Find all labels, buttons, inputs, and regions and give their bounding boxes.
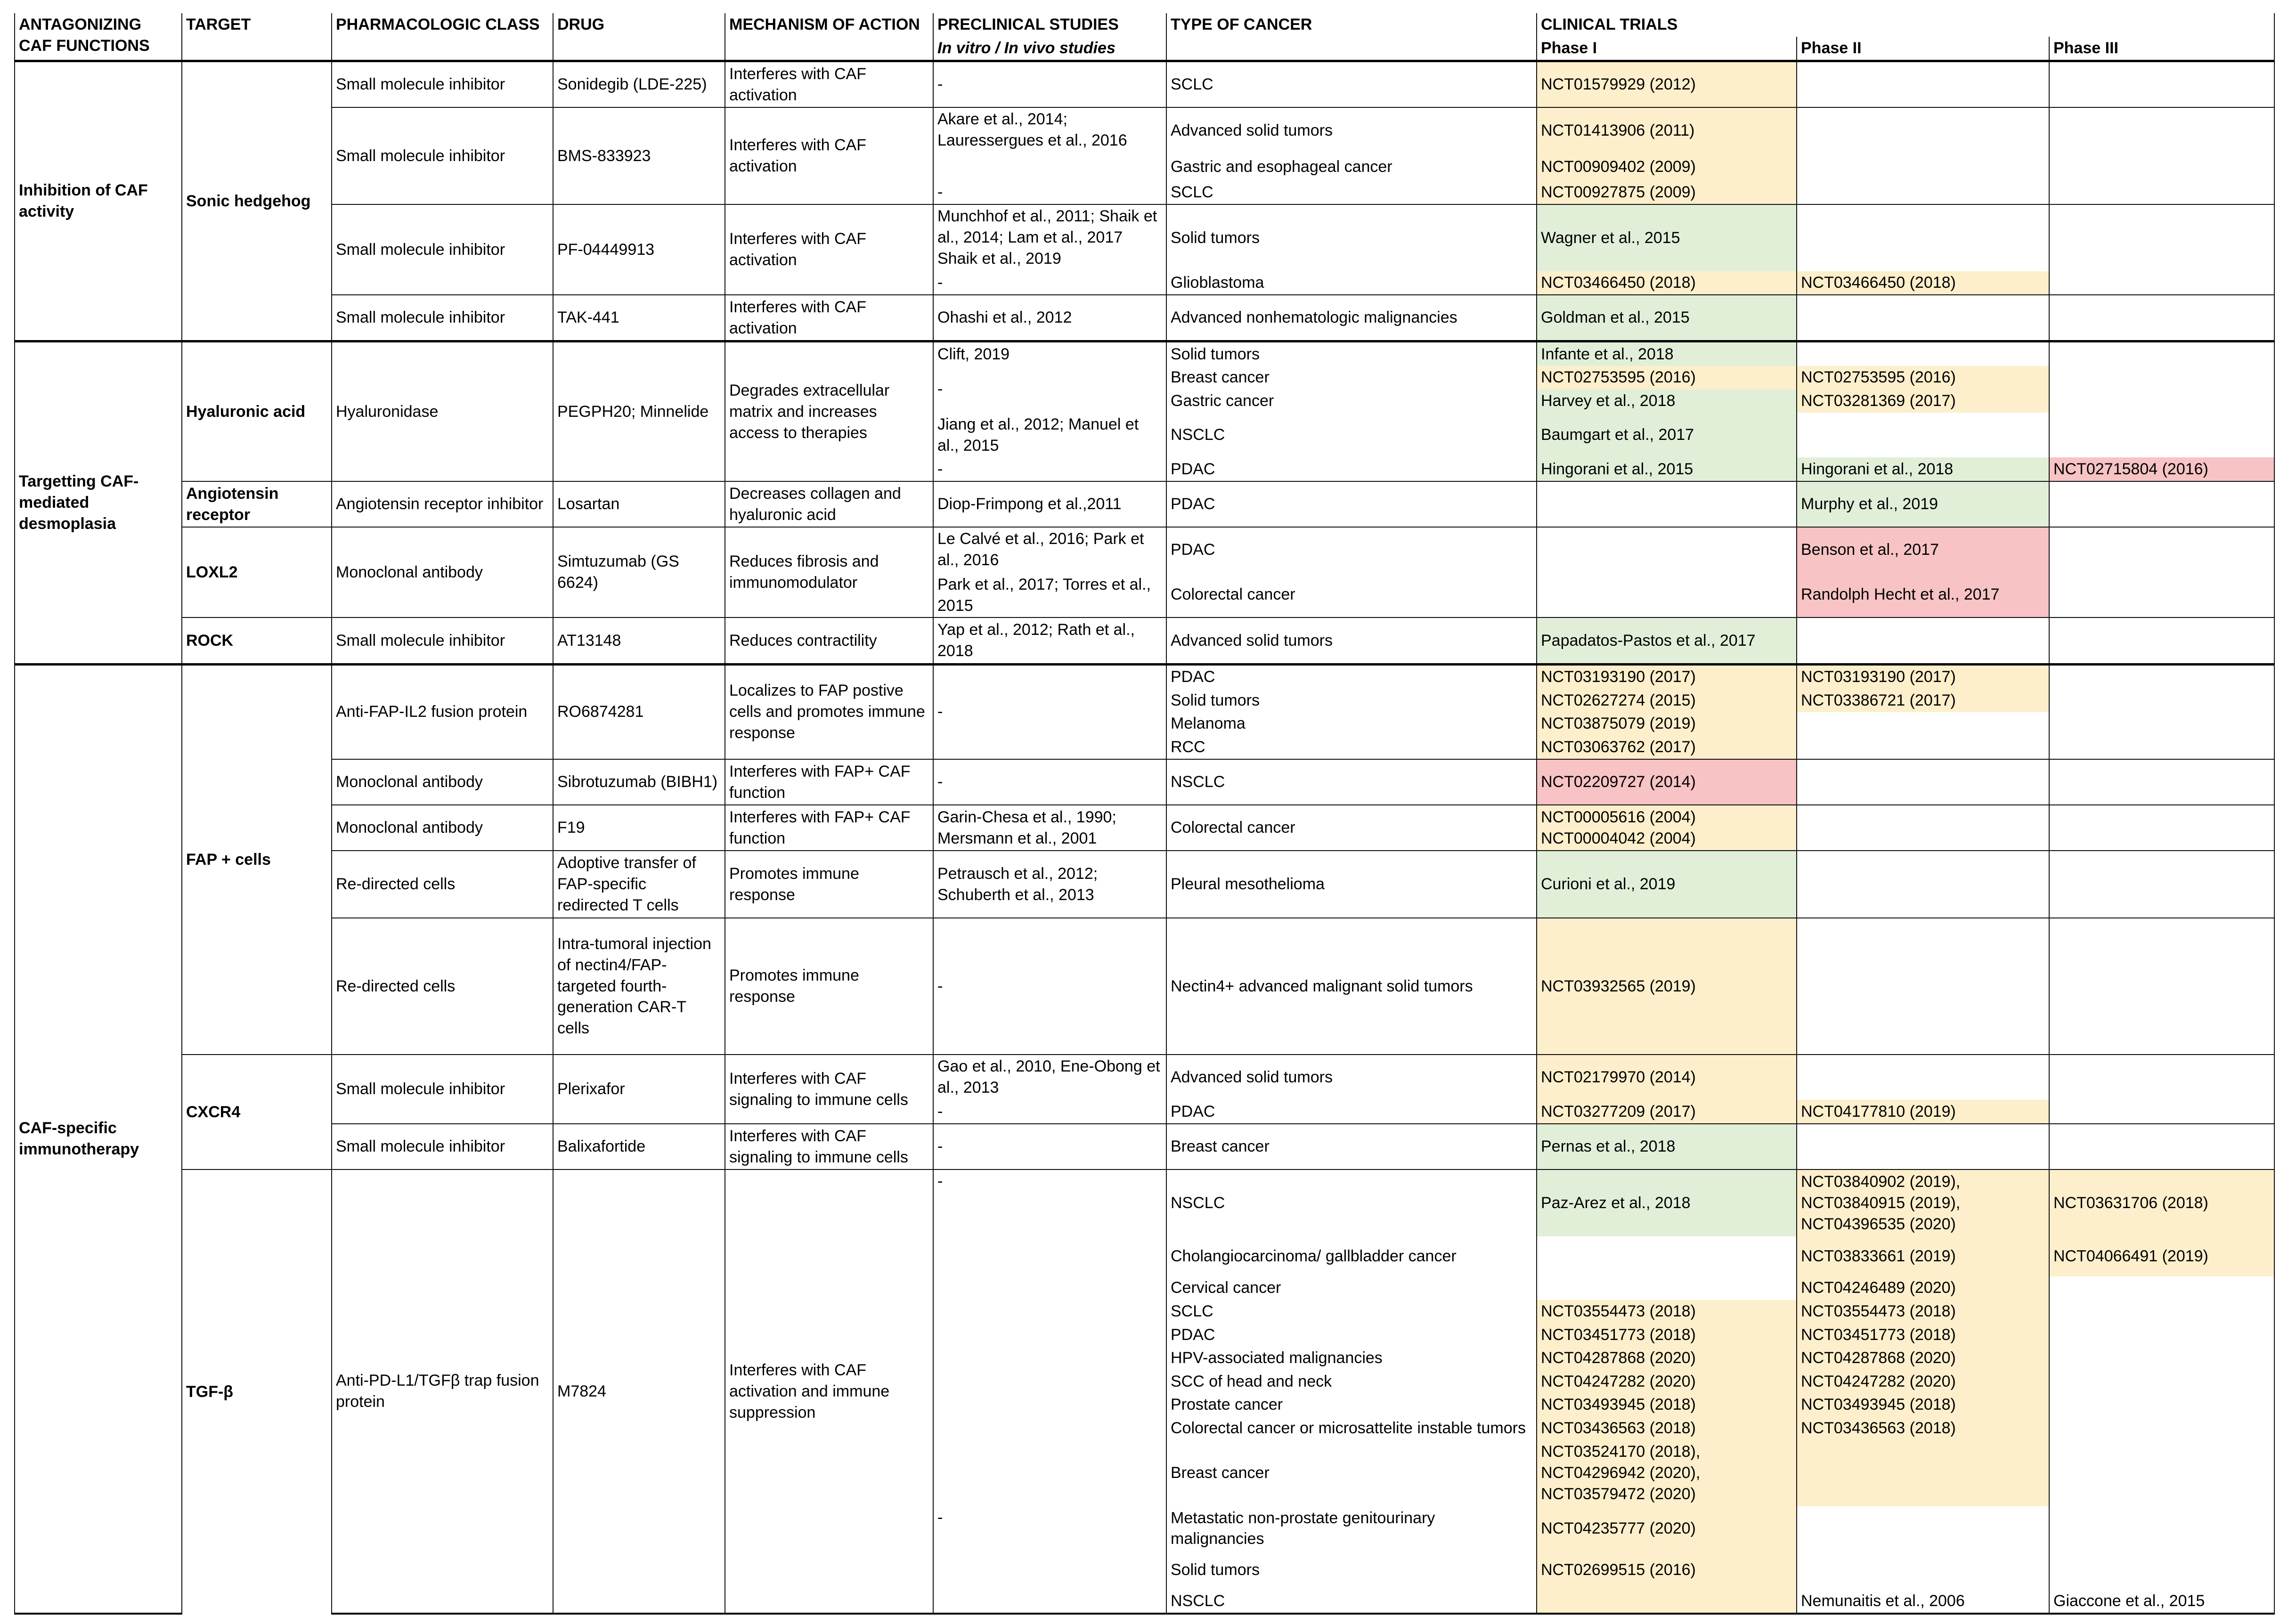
phase-2-cell (1797, 341, 2049, 366)
cancer-type-cell: PDAC (1166, 1100, 1537, 1124)
table-row (15, 664, 2274, 689)
target-cell: Angiotensin receptor (182, 481, 332, 527)
preclinical-cell (933, 1551, 1166, 1614)
mechanism-cell: Interferes with CAF activation (725, 61, 933, 108)
phase-2-cell (1797, 735, 2049, 759)
phase-2-cell (1797, 1440, 2049, 1506)
phase-2-cell (1797, 851, 2049, 918)
phase-2-cell (1797, 1124, 2049, 1169)
phase-1-cell: NCT02209727 (2014) (1537, 759, 1797, 805)
preclinical-cell: Le Calvé et al., 2016; Park et al., 2016 (933, 527, 1166, 572)
preclinical-cell: Munchhof et al., 2011; Shaik et al., 2014; Lam et al., 2017 Shaik et al., 2019 (933, 204, 1166, 271)
phase-1-cell (1537, 481, 1797, 527)
preclinical-cell: - (933, 366, 1166, 413)
drug-cell: Sonidegib (LDE-225) (553, 61, 725, 108)
phase-2-cell: Murphy et al., 2019 (1797, 481, 2049, 527)
phase-3-cell (2049, 204, 2274, 271)
cancer-type-cell: NSCLC (1166, 1589, 1537, 1614)
drug-cell: Sibrotuzumab (BIBH1) (553, 759, 725, 805)
cancer-type-cell: SCC of head and neck (1166, 1370, 1537, 1393)
pharmacologic-class-cell: Re-directed cells (332, 918, 553, 1055)
table-row (15, 918, 2274, 1055)
pharmacologic-class-cell: Small molecule inhibitor (332, 295, 553, 341)
phase-3-cell (2049, 527, 2274, 572)
cancer-type-cell: Nectin4+ advanced malignant solid tumors (1166, 918, 1537, 1055)
cancer-type-cell: Colorectal cancer (1166, 805, 1537, 851)
preclinical-cell: - (933, 271, 1166, 295)
cancer-type-cell: Pleural mesothelioma (1166, 851, 1537, 918)
drug-cell: M7824 (553, 1169, 725, 1614)
phase-2-cell: Benson et al., 2017 (1797, 527, 2049, 572)
mechanism-cell: Interferes with CAF signaling to immune cells (725, 1124, 933, 1169)
cancer-type-cell: Solid tumors (1166, 1551, 1537, 1589)
table-row (15, 61, 2274, 108)
table-row (15, 805, 2274, 851)
cancer-type-cell: Colorectal cancer or microsattelite instable tumors (1166, 1417, 1537, 1440)
preclinical-cell: Jiang et al., 2012; Manuel et al., 2015 (933, 413, 1166, 457)
pharmacologic-class-cell: Re-directed cells (332, 851, 553, 918)
phase-3-cell (2049, 918, 2274, 1055)
cancer-type-cell: SCLC (1166, 61, 1537, 108)
phase-3-cell (2049, 107, 2274, 153)
table-row (15, 204, 2274, 271)
phase-3-cell (2049, 1440, 2274, 1506)
phase-1-cell: NCT04247282 (2020) (1537, 1370, 1797, 1393)
phase-3-cell (2049, 271, 2274, 295)
phase-1-cell (1537, 527, 1797, 572)
phase-2-cell (1797, 180, 2049, 204)
header-mechanism: MECHANISM OF ACTION (725, 13, 933, 61)
preclinical-cell: Petrausch et al., 2012; Schuberth et al., 2013 (933, 851, 1166, 918)
phase-2-cell: Hingorani et al., 2018 (1797, 457, 2049, 481)
table-row (15, 1169, 2274, 1236)
phase-2-cell: NCT03281369 (2017) (1797, 390, 2049, 413)
phase-3-cell: NCT03631706 (2018) (2049, 1169, 2274, 1236)
table-row (15, 295, 2274, 341)
phase-3-cell (2049, 1323, 2274, 1347)
header-phase-1: Phase I (1537, 37, 1797, 61)
preclinical-cell: Park et al., 2017; Torres et al., 2015 (933, 572, 1166, 617)
phase-1-cell: NCT03524170 (2018), NCT04296942 (2020), NCT03579472 (2020) (1537, 1440, 1797, 1506)
pharmacologic-class-cell: Monoclonal antibody (332, 527, 553, 617)
phase-2-cell: NCT04246489 (2020) (1797, 1276, 2049, 1300)
phase-3-cell (2049, 1276, 2274, 1300)
table-row (15, 107, 2274, 153)
phase-1-cell: Infante et al., 2018 (1537, 341, 1797, 366)
pharmacologic-class-cell: Anti-FAP-IL2 fusion protein (332, 664, 553, 759)
phase-3-cell (2049, 712, 2274, 736)
preclinical-cell: - (933, 759, 1166, 805)
phase-2-cell (1797, 61, 2049, 108)
phase-2-cell (1797, 1055, 2049, 1100)
cancer-type-cell: PDAC (1166, 457, 1537, 481)
phase-1-cell: Baumgart et al., 2017 (1537, 413, 1797, 457)
phase-2-cell (1797, 712, 2049, 736)
header-clinical-trials: CLINICAL TRIALS (1537, 13, 2274, 37)
phase-1-cell: NCT03063762 (2017) (1537, 735, 1797, 759)
phase-2-cell: NCT04287868 (2020) (1797, 1347, 2049, 1370)
pharmacologic-class-cell: Small molecule inhibitor (332, 107, 553, 204)
target-cell: ROCK (182, 617, 332, 664)
cancer-type-cell: Solid tumors (1166, 689, 1537, 712)
mechanism-cell: Interferes with CAF activation (725, 295, 933, 341)
header-cancer-type: TYPE OF CANCER (1166, 13, 1537, 61)
drug-cell: Simtuzumab (GS 6624) (553, 527, 725, 617)
cancer-type-cell: Breast cancer (1166, 1124, 1537, 1169)
phase-3-cell (2049, 1370, 2274, 1393)
preclinical-cell: Yap et al., 2012; Rath et al., 2018 (933, 617, 1166, 664)
cancer-type-cell: Colorectal cancer (1166, 572, 1537, 617)
table-row (15, 527, 2274, 572)
phase-3-cell (2049, 1417, 2274, 1440)
mechanism-cell: Interferes with CAF activation and immune suppression (725, 1169, 933, 1614)
preclinical-cell: - (933, 1169, 1166, 1506)
header-preclinical-sub: In vitro / In vivo studies (933, 37, 1166, 61)
cancer-type-cell: Metastatic non-prostate genitourinary malignancies (1166, 1506, 1537, 1551)
phase-1-cell: NCT03466450 (2018) (1537, 271, 1797, 295)
phase-2-cell (1797, 759, 2049, 805)
target-cell: Hyaluronic acid (182, 341, 332, 481)
phase-3-cell: NCT02715804 (2016) (2049, 457, 2274, 481)
preclinical-cell: - (933, 1124, 1166, 1169)
mechanism-cell: Interferes with CAF signaling to immune cells (725, 1055, 933, 1124)
cancer-type-cell: NSCLC (1166, 1169, 1537, 1236)
preclinical-cell: - (933, 664, 1166, 759)
phase-3-cell (2049, 481, 2274, 527)
drug-cell: Intra-tumoral injection of nectin4/FAP-targeted fourth-generation CAR-T cells (553, 918, 725, 1055)
cancer-type-cell: Advanced solid tumors (1166, 107, 1537, 153)
phase-2-cell: NCT04247282 (2020) (1797, 1370, 2049, 1393)
cancer-type-cell: NSCLC (1166, 413, 1537, 457)
table-row (15, 1124, 2274, 1169)
cancer-type-cell: Gastric and esophageal cancer (1166, 153, 1537, 181)
cancer-type-cell: PDAC (1166, 527, 1537, 572)
phase-3-cell (2049, 1100, 2274, 1124)
phase-1-cell: NCT00927875 (2009) (1537, 180, 1797, 204)
mechanism-cell: Interferes with FAP+ CAF function (725, 759, 933, 805)
preclinical-cell: Akare et al., 2014; Lauressergues et al., 2016 (933, 107, 1166, 153)
phase-1-cell (1537, 1236, 1797, 1276)
mechanism-cell: Interferes with CAF activation (725, 107, 933, 204)
phase-3-cell (2049, 851, 2274, 918)
phase-3-cell: NCT04066491 (2019) (2049, 1236, 2274, 1276)
drug-cell: RO6874281 (553, 664, 725, 759)
phase-2-cell (1797, 107, 2049, 153)
phase-2-cell: NCT04177810 (2019) (1797, 1100, 2049, 1124)
cancer-type-cell: Cervical cancer (1166, 1276, 1537, 1300)
phase-1-cell: NCT03436563 (2018) (1537, 1417, 1797, 1440)
phase-1-cell: NCT02699515 (2016) (1537, 1551, 1797, 1589)
target-cell: TGF-β (182, 1169, 332, 1614)
phase-1-cell (1537, 1276, 1797, 1300)
pharmacologic-class-cell: Small molecule inhibitor (332, 1055, 553, 1124)
phase-3-cell (2049, 1506, 2274, 1551)
cancer-type-cell: SCLC (1166, 180, 1537, 204)
phase-1-cell: Goldman et al., 2015 (1537, 295, 1797, 341)
phase-1-cell: Pernas et al., 2018 (1537, 1124, 1797, 1169)
cancer-type-cell: PDAC (1166, 481, 1537, 527)
preclinical-cell: - (933, 153, 1166, 204)
mechanism-cell: Decreases collagen and hyaluronic acid (725, 481, 933, 527)
cancer-type-cell: Breast cancer (1166, 1440, 1537, 1506)
target-cell: CXCR4 (182, 1055, 332, 1169)
cancer-type-cell: Glioblastoma (1166, 271, 1537, 295)
preclinical-cell: - (933, 1100, 1166, 1124)
phase-3-cell (2049, 689, 2274, 712)
phase-3-cell (2049, 1055, 2274, 1100)
phase-2-cell (1797, 413, 2049, 457)
pharmacologic-class-cell: Anti-PD-L1/TGFβ trap fusion protein (332, 1169, 553, 1614)
preclinical-cell: Ohashi et al., 2012 (933, 295, 1166, 341)
cancer-type-cell: Advanced nonhematologic malignancies (1166, 295, 1537, 341)
phase-1-cell: NCT01413906 (2011) (1537, 107, 1797, 153)
phase-2-cell: NCT03193190 (2017) (1797, 664, 2049, 689)
phase-1-cell: Curioni et al., 2019 (1537, 851, 1797, 918)
phase-3-cell (2049, 1347, 2274, 1370)
phase-2-cell: NCT03451773 (2018) (1797, 1323, 2049, 1347)
phase-3-cell (2049, 295, 2274, 341)
drug-cell: PEGPH20; Minnelide (553, 341, 725, 481)
cancer-type-cell: NSCLC (1166, 759, 1537, 805)
header-preclinical: PRECLINICAL STUDIES (933, 13, 1166, 37)
phase-2-cell: NCT03436563 (2018) (1797, 1417, 2049, 1440)
header-pharmacologic-class: PHARMACOLOGIC CLASS (332, 13, 553, 61)
phase-1-cell: NCT01579929 (2012) (1537, 61, 1797, 108)
target-cell: Sonic hedgehog (182, 61, 332, 341)
phase-3-cell (2049, 1300, 2274, 1324)
drug-cell: PF-04449913 (553, 204, 725, 295)
phase-1-cell: NCT03493945 (2018) (1537, 1393, 1797, 1417)
phase-1-cell: Hingorani et al., 2015 (1537, 457, 1797, 481)
cancer-type-cell: RCC (1166, 735, 1537, 759)
function-cell: CAF-specific immunotherapy (15, 664, 182, 1614)
phase-3-cell (2049, 153, 2274, 181)
phase-3-cell (2049, 664, 2274, 689)
phase-1-cell: Harvey et al., 2018 (1537, 390, 1797, 413)
phase-2-cell: NCT03466450 (2018) (1797, 271, 2049, 295)
phase-1-cell: Papadatos-Pastos et al., 2017 (1537, 617, 1797, 664)
phase-1-cell: NCT00005616 (2004) NCT00004042 (2004) (1537, 805, 1797, 851)
phase-2-cell (1797, 617, 2049, 664)
phase-1-cell (1537, 572, 1797, 617)
phase-3-cell (2049, 366, 2274, 390)
cancer-type-cell: Prostate cancer (1166, 1393, 1537, 1417)
pharmacologic-class-cell: Small molecule inhibitor (332, 617, 553, 664)
pharmacologic-class-cell: Monoclonal antibody (332, 805, 553, 851)
phase-2-cell: NCT02753595 (2016) (1797, 366, 2049, 390)
phase-1-cell: NCT04287868 (2020) (1537, 1347, 1797, 1370)
cancer-type-cell: Solid tumors (1166, 341, 1537, 366)
function-cell: Inhibition of CAF activity (15, 61, 182, 341)
drug-cell: Plerixafor (553, 1055, 725, 1124)
phase-3-cell (2049, 805, 2274, 851)
cancer-type-cell: Advanced solid tumors (1166, 1055, 1537, 1100)
phase-1-cell: NCT03451773 (2018) (1537, 1323, 1797, 1347)
phase-2-cell: NCT03840902 (2019), NCT03840915 (2019), NCT04396535 (2020) (1797, 1169, 2049, 1236)
phase-1-cell: NCT04235777 (2020) (1537, 1506, 1797, 1551)
header-drug: DRUG (553, 13, 725, 61)
phase-1-cell: NCT03875079 (2019) (1537, 712, 1797, 736)
cancer-type-cell: Breast cancer (1166, 366, 1537, 390)
phase-2-cell: Randolph Hecht et al., 2017 (1797, 572, 2049, 617)
phase-3-cell (2049, 617, 2274, 664)
header-phase-3: Phase III (2049, 37, 2274, 61)
phase-1-cell: NCT02627274 (2015) (1537, 689, 1797, 712)
phase-3-cell: Giaccone et al., 2015 (2049, 1589, 2274, 1614)
preclinical-cell: Garin-Chesa et al., 1990; Mersmann et al., 2001 (933, 805, 1166, 851)
phase-3-cell (2049, 572, 2274, 617)
phase-2-cell (1797, 918, 2049, 1055)
phase-3-cell (2049, 390, 2274, 413)
cancer-type-cell: HPV-associated malignancies (1166, 1347, 1537, 1370)
preclinical-cell: - (933, 61, 1166, 108)
phase-2-cell (1797, 295, 2049, 341)
mechanism-cell: Reduces contractility (725, 617, 933, 664)
mechanism-cell: Promotes immune response (725, 851, 933, 918)
phase-1-cell: Wagner et al., 2015 (1537, 204, 1797, 271)
phase-3-cell (2049, 735, 2274, 759)
table-row (15, 617, 2274, 664)
table-row (15, 851, 2274, 918)
phase-3-cell (2049, 341, 2274, 366)
phase-2-cell: NCT03833661 (2019) (1797, 1236, 2049, 1276)
preclinical-cell: - (933, 1506, 1166, 1551)
drug-cell: AT13148 (553, 617, 725, 664)
mechanism-cell: Degrades extracellular matrix and increases access to therapies (725, 341, 933, 481)
pharmacologic-class-cell: Angiotensin receptor inhibitor (332, 481, 553, 527)
table-row (15, 481, 2274, 527)
target-cell: FAP + cells (182, 664, 332, 1055)
cancer-type-cell: PDAC (1166, 664, 1537, 689)
mechanism-cell: Interferes with FAP+ CAF function (725, 805, 933, 851)
pharmacologic-class-cell: Hyaluronidase (332, 341, 553, 481)
table-row (15, 341, 2274, 366)
drug-cell: Balixafortide (553, 1124, 725, 1169)
phase-1-cell: Paz-Arez et al., 2018 (1537, 1169, 1797, 1236)
pharmacologic-class-cell: Small molecule inhibitor (332, 1124, 553, 1169)
header-phase-2: Phase II (1797, 37, 2049, 61)
phase-1-cell: NCT02179970 (2014) (1537, 1055, 1797, 1100)
phase-2-cell: NCT03554473 (2018) (1797, 1300, 2049, 1324)
cancer-type-cell: SCLC (1166, 1300, 1537, 1324)
phase-1-cell (1537, 1589, 1797, 1614)
drug-cell: BMS-833923 (553, 107, 725, 204)
caf-therapy-table (14, 13, 2275, 1615)
cancer-type-cell: Advanced solid tumors (1166, 617, 1537, 664)
drug-cell: F19 (553, 805, 725, 851)
drug-cell: TAK-441 (553, 295, 725, 341)
target-cell: LOXL2 (182, 527, 332, 617)
header-target: TARGET (182, 13, 332, 61)
preclinical-cell: - (933, 918, 1166, 1055)
cancer-type-cell: Cholangiocarcinoma/ gallbladder cancer (1166, 1236, 1537, 1276)
preclinical-cell: Diop-Frimpong et al.,2011 (933, 481, 1166, 527)
phase-2-cell: Nemunaitis et al., 2006 (1797, 1589, 2049, 1614)
preclinical-cell: Gao et al., 2010, Ene-Obong et al., 2013 (933, 1055, 1166, 1100)
phase-2-cell: NCT03386721 (2017) (1797, 689, 2049, 712)
function-cell: Targetting CAF-mediated desmoplasia (15, 341, 182, 664)
phase-1-cell: NCT03193190 (2017) (1537, 664, 1797, 689)
phase-3-cell (2049, 1551, 2274, 1589)
phase-2-cell (1797, 805, 2049, 851)
phase-2-cell (1797, 204, 2049, 271)
phase-2-cell (1797, 1551, 2049, 1589)
preclinical-cell: - (933, 457, 1166, 481)
mechanism-cell: Promotes immune response (725, 918, 933, 1055)
phase-3-cell (2049, 61, 2274, 108)
header-functions: ANTAGONIZING CAF FUNCTIONS (15, 13, 182, 61)
cancer-type-cell: PDAC (1166, 1323, 1537, 1347)
phase-1-cell: NCT03277209 (2017) (1537, 1100, 1797, 1124)
phase-3-cell (2049, 180, 2274, 204)
drug-cell: Losartan (553, 481, 725, 527)
table-row (15, 1055, 2274, 1100)
preclinical-cell: Clift, 2019 (933, 341, 1166, 366)
phase-1-cell: NCT03554473 (2018) (1537, 1300, 1797, 1324)
mechanism-cell: Localizes to FAP postive cells and promotes immune response (725, 664, 933, 759)
phase-1-cell: NCT02753595 (2016) (1537, 366, 1797, 390)
phase-1-cell: NCT03932565 (2019) (1537, 918, 1797, 1055)
mechanism-cell: Interferes with CAF activation (725, 204, 933, 295)
pharmacologic-class-cell: Small molecule inhibitor (332, 204, 553, 295)
cancer-type-cell: Melanoma (1166, 712, 1537, 736)
phase-2-cell (1797, 1506, 2049, 1551)
pharmacologic-class-cell: Small molecule inhibitor (332, 61, 553, 108)
phase-3-cell (2049, 413, 2274, 457)
phase-2-cell: NCT03493945 (2018) (1797, 1393, 2049, 1417)
phase-2-cell (1797, 153, 2049, 181)
drug-cell: Adoptive transfer of FAP-specific redirected T cells (553, 851, 725, 918)
cancer-type-cell: Gastric cancer (1166, 390, 1537, 413)
table-row (15, 759, 2274, 805)
phase-3-cell (2049, 1124, 2274, 1169)
phase-3-cell (2049, 1393, 2274, 1417)
pharmacologic-class-cell: Monoclonal antibody (332, 759, 553, 805)
mechanism-cell: Reduces fibrosis and immunomodulator (725, 527, 933, 617)
phase-1-cell: NCT00909402 (2009) (1537, 153, 1797, 181)
cancer-type-cell: Solid tumors (1166, 204, 1537, 271)
phase-3-cell (2049, 759, 2274, 805)
